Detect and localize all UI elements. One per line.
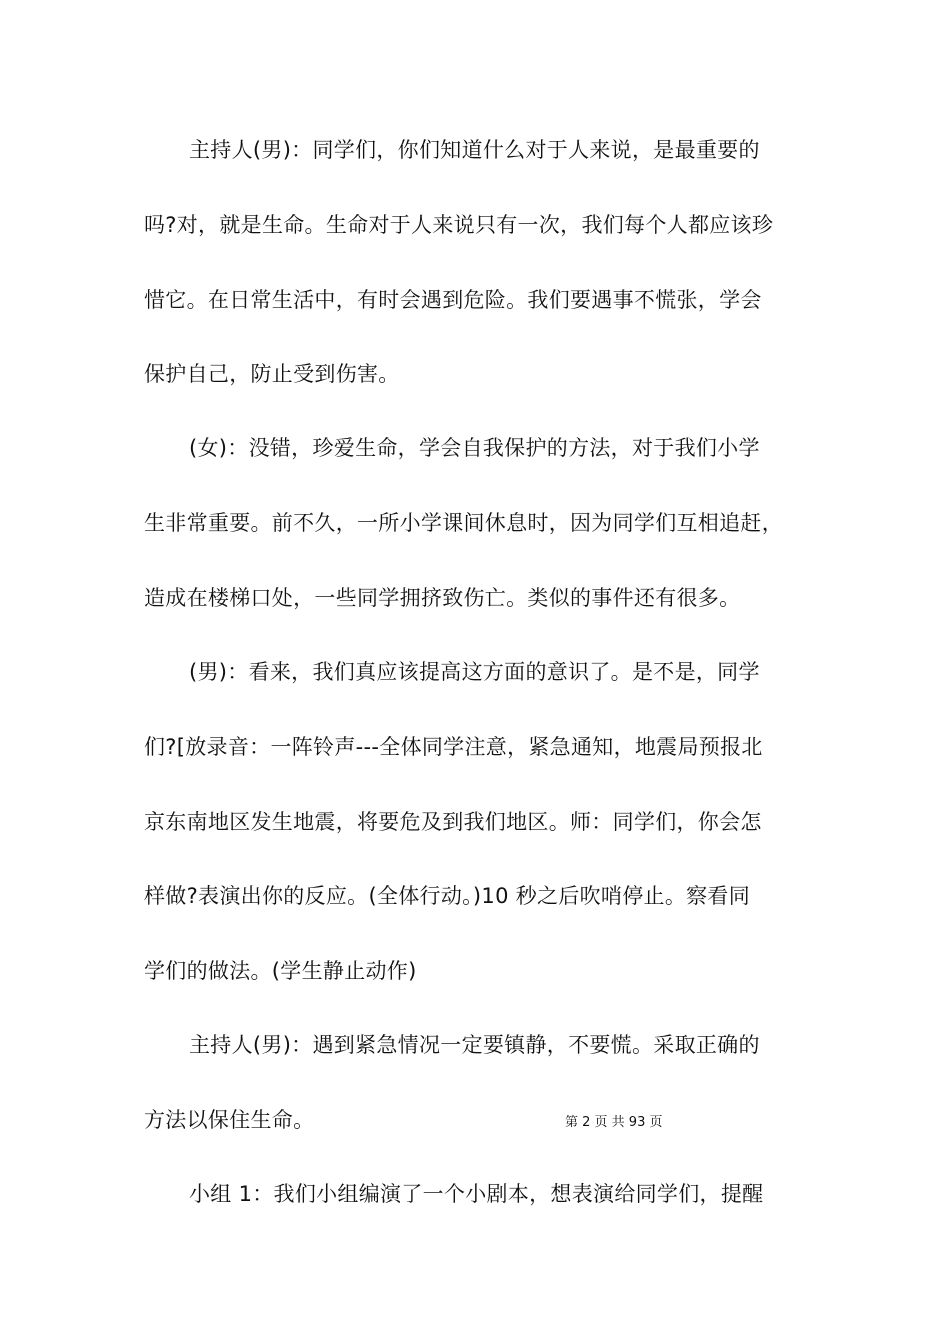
paragraph-line: 保护自己，防止受到伤害。	[144, 362, 400, 386]
paragraph-line: 主持人(男)：遇到紧急情况一定要镇静，不要慌。采取正确的	[189, 1033, 760, 1057]
paragraph-line: 惜它。在日常生活中，有时会遇到危险。我们要遇事不慌张，学会	[144, 288, 762, 312]
paragraph-line: 样做?表演出你的反应。(全体行动。)10 秒之后吹哨停止。察看同	[144, 884, 751, 908]
paragraph-line: 京东南地区发生地震，将要危及到我们地区。师：同学们，你会怎	[144, 810, 762, 834]
paragraph-line: 吗?对，就是生命。生命对于人来说只有一次，我们每个人都应该珍	[144, 213, 774, 237]
paragraph-line: 主持人(男)：同学们，你们知道什么对于人来说，是最重要的	[189, 138, 760, 162]
paragraph-line: 学们的做法。(学生静止动作)	[144, 959, 417, 983]
paragraph-line: (男)：看来，我们真应该提高这方面的意识了。是不是，同学	[189, 660, 760, 684]
paragraph-line: 们?[放录音：一阵铃声---全体同学注意，紧急通知，地震局预报北	[144, 735, 763, 759]
paragraph-line: 方法以保住生命。	[144, 1108, 315, 1132]
paragraph-line: 生非常重要。前不久，一所小学课间休息时，因为同学们互相追赶，	[144, 511, 783, 535]
page-number-footer: 第 2 页 共 93 页	[565, 1115, 663, 1130]
paragraph-line: 造成在楼梯口处，一些同学拥挤致伤亡。类似的事件还有很多。	[144, 586, 741, 610]
paragraph-line: (女)：没错，珍爱生命，学会自我保护的方法，对于我们小学	[189, 436, 760, 460]
paragraph-line: 小组 1：我们小组编演了一个小剧本，想表演给同学们，提醒	[189, 1182, 764, 1206]
